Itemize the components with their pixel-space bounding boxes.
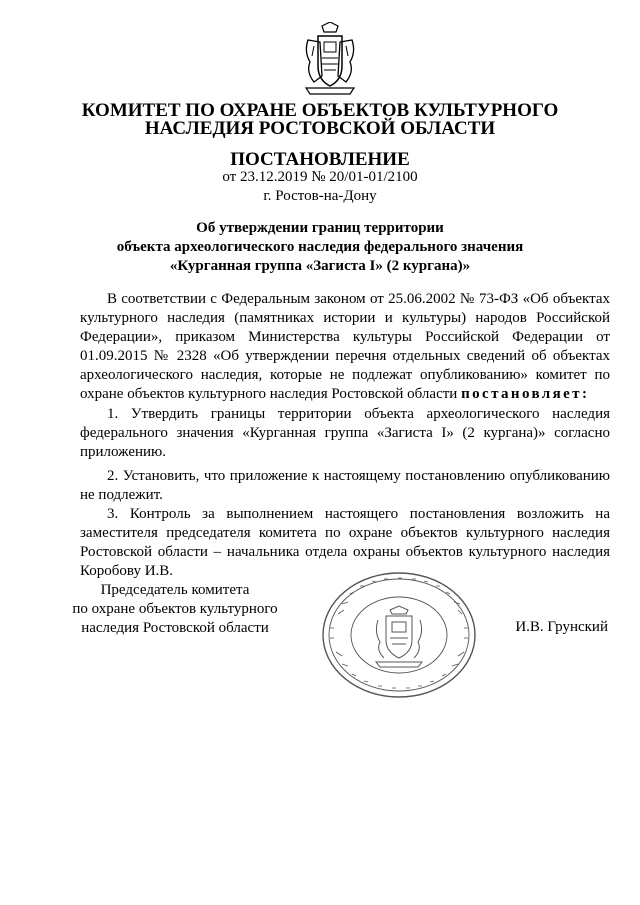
signatory-title-line2: по охране объектов культурного bbox=[72, 601, 278, 617]
resolution-item-3: 3. Контроль за выполнением настоящего постановления возложить на заместителя председателя комитета по охране объектов культурного наследия Ростовской области – начальника отдела охраны объектов культурного наследия Коробову И.В. bbox=[80, 506, 610, 579]
intro-paragraph bbox=[80, 290, 610, 404]
coat-of-arms-icon bbox=[300, 22, 360, 98]
resolution-items bbox=[80, 405, 610, 581]
document-city: г. Ростов-на-Дону bbox=[263, 188, 377, 204]
document-date-number: от 23.12.2019 № 20/01-01/2100 bbox=[222, 169, 418, 185]
intro-text: В соответствии с Федеральным законом от 25.06.2002 № 73-ФЗ «Об объектах культурного наследия (памятниках истории и культуры) народов Российской Федерации», приказом Министерства культуры Российской Федерации от 01.09.2015 № 2328 «Об утверждении перечня отдельных сведений об объектах археологического наследия, которые не подлежат опубликованию» комитет по охране объектов культурного наследия Ростовской области bbox=[80, 291, 610, 402]
subject-line1: Об утверждении границ территории bbox=[196, 220, 444, 236]
signatory-title-line1: Председатель комитета bbox=[100, 582, 250, 598]
signatory-title bbox=[60, 581, 290, 638]
resolution-item-2: 2. Установить, что приложение к настоящему постановлению опубликованию не подлежит. bbox=[80, 468, 610, 503]
ruling-word: постановляет: bbox=[461, 386, 590, 402]
subject-line3: «Курганная группа «Загиста I» (2 кургана)» bbox=[169, 258, 471, 274]
document-type: ПОСТАНОВЛЕНИЕ bbox=[230, 149, 410, 170]
signatory-title-line3: наследия Ростовской области bbox=[81, 620, 269, 636]
official-seal-stamp bbox=[320, 570, 478, 700]
org-name-line2: НАСЛЕДИЯ РОСТОВСКОЙ ОБЛАСТИ bbox=[144, 118, 496, 139]
org-name-line1: КОМИТЕТ ПО ОХРАНЕ ОБЪЕКТОВ КУЛЬТУРНОГО bbox=[81, 100, 559, 121]
resolution-item-1: 1. Утвердить границы территории объекта археологического наследия федерального значения «Курганная группа «Загиста I» (2 кургана)» согласно приложению. bbox=[80, 406, 610, 460]
signatory-name: И.В. Грунский bbox=[515, 619, 608, 635]
subject-line2: объекта археологического наследия федерального значения bbox=[116, 239, 524, 255]
